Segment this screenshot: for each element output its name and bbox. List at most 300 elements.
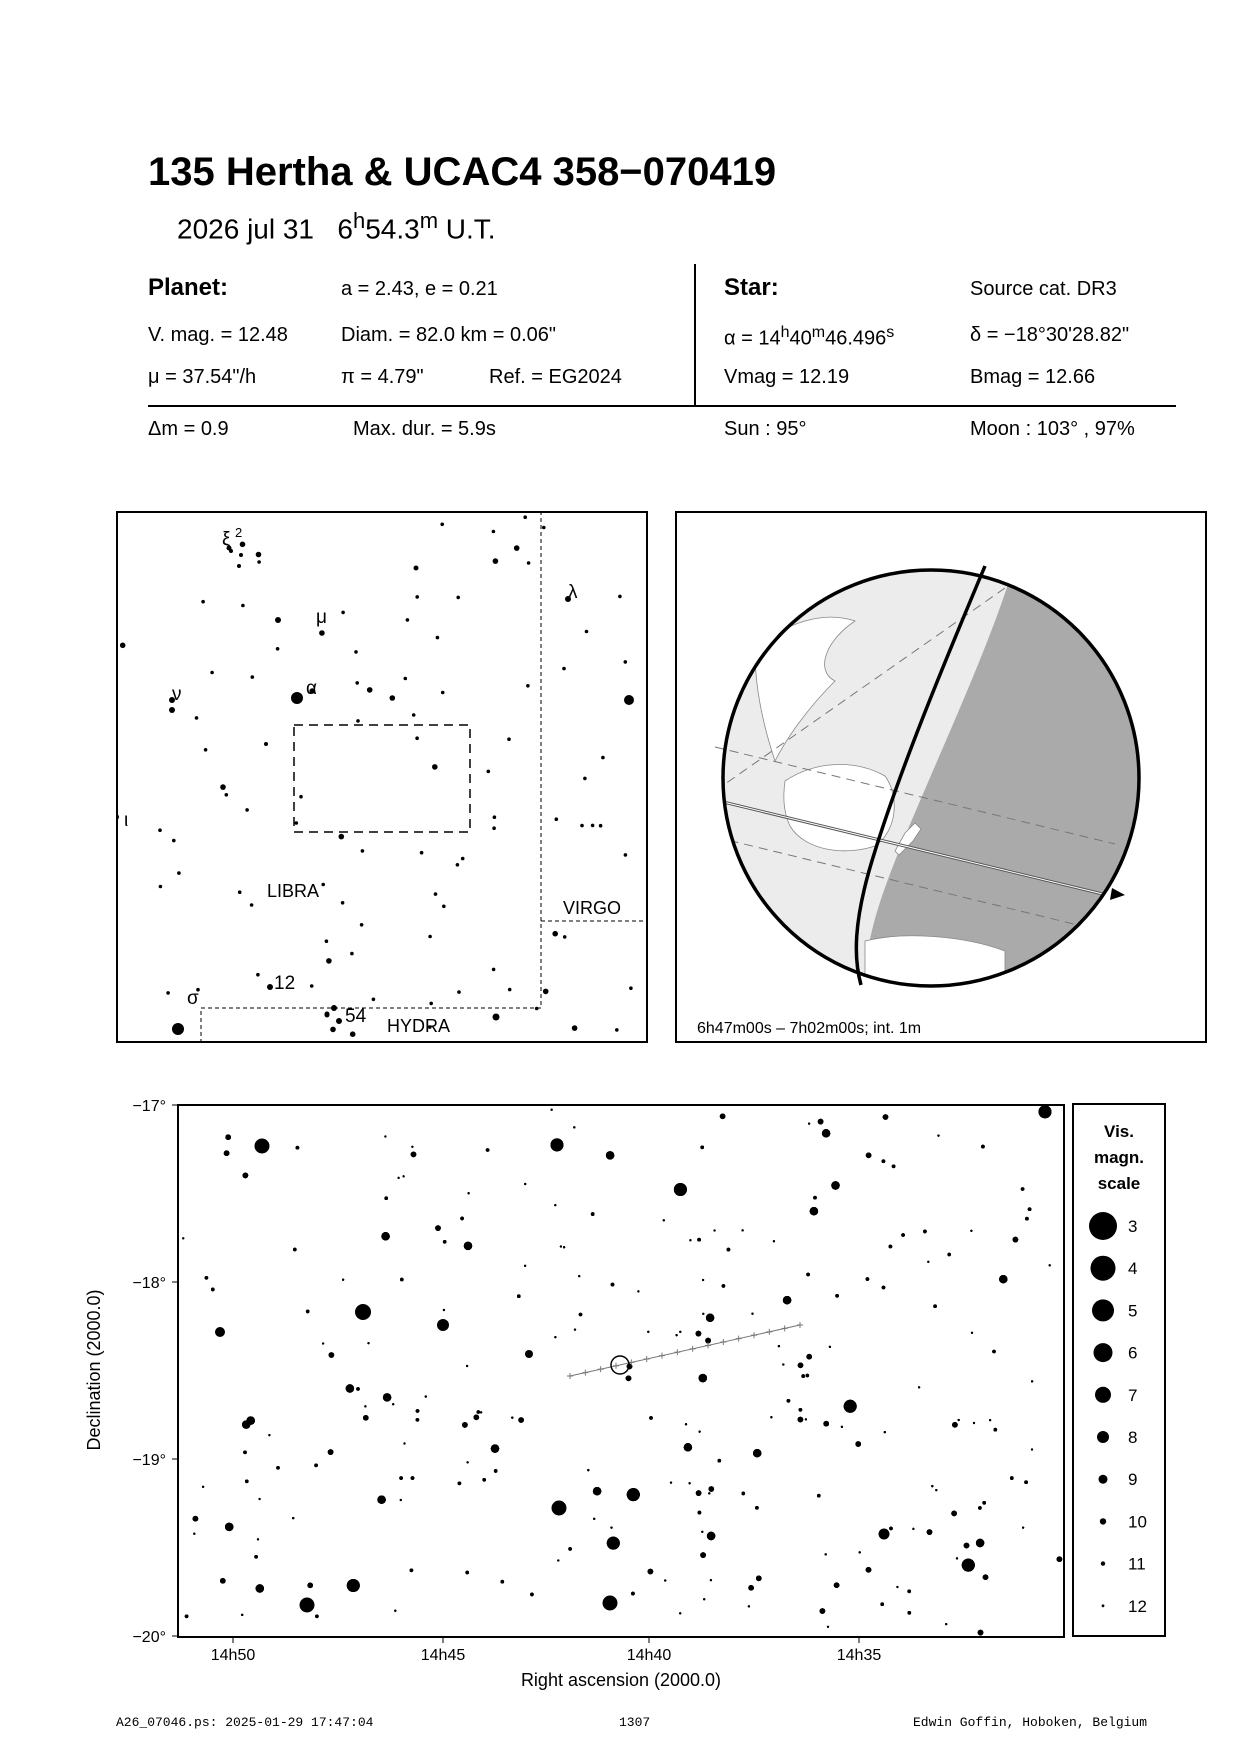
field-star <box>254 1555 258 1559</box>
finder-star <box>225 793 229 797</box>
finder-star <box>238 890 242 894</box>
field-star <box>935 1489 937 1491</box>
finder-star <box>251 675 255 679</box>
finder-star <box>256 973 260 977</box>
field-star <box>443 1309 445 1311</box>
finder-star <box>195 716 199 720</box>
field-star <box>849 1405 851 1407</box>
field-star <box>918 1386 920 1388</box>
field-star <box>411 1146 413 1148</box>
field-star <box>706 1314 714 1322</box>
row-divider <box>148 405 1176 407</box>
globe-panel <box>675 511 1207 1043</box>
field-star <box>647 1331 649 1333</box>
field-star <box>880 1602 884 1606</box>
field-star <box>978 1506 982 1510</box>
field-star <box>377 1496 385 1504</box>
field-star <box>701 1531 703 1533</box>
field-star <box>1013 1237 1019 1243</box>
field-star <box>398 1177 400 1179</box>
scale-dot-mag-7 <box>1095 1387 1111 1403</box>
finder-star <box>562 667 566 671</box>
finder-star <box>257 560 261 564</box>
x-axis-label: Right ascension (2000.0) <box>520 1670 722 1690</box>
star-label-mu: μ <box>316 607 327 628</box>
scale-label-mag-6: 6 <box>1128 1343 1138 1363</box>
field-star <box>182 1237 184 1239</box>
field-star <box>783 1296 791 1304</box>
finder-star <box>508 988 512 992</box>
field-star <box>976 1539 984 1547</box>
field-star <box>458 1482 462 1486</box>
finder-star <box>310 984 314 988</box>
scale-label-mag-7: 7 <box>1128 1385 1138 1405</box>
field-star <box>773 1240 775 1242</box>
field-star <box>474 1415 480 1421</box>
finder-star <box>456 863 460 867</box>
field-star <box>970 1230 972 1232</box>
field-star <box>649 1416 653 1420</box>
field-star <box>477 1410 481 1414</box>
scale-dot-mag-9 <box>1099 1475 1108 1484</box>
finder-star <box>241 604 245 608</box>
finder-star <box>543 989 549 995</box>
footer-file: A26_07046.ps: 2025-01-29 17:47:04 <box>116 1715 374 1730</box>
bright-star <box>437 1319 449 1331</box>
field-star <box>923 1230 927 1234</box>
star-source-catalog: Source cat. DR3 <box>970 278 1117 300</box>
field-star <box>699 1431 701 1433</box>
field-star <box>696 1331 702 1337</box>
field-star <box>293 1248 297 1252</box>
field-star <box>889 1527 893 1531</box>
field-star <box>958 1419 960 1421</box>
field-star <box>908 1611 912 1615</box>
field-star <box>494 1469 498 1473</box>
field-star <box>1031 1448 1033 1450</box>
field-star <box>648 1569 654 1575</box>
field-star <box>753 1449 761 1457</box>
field-star <box>755 1506 759 1510</box>
field-star <box>882 1286 886 1290</box>
field-star <box>679 1331 681 1333</box>
finder-star <box>239 553 243 557</box>
field-star <box>257 1538 259 1540</box>
field-star <box>670 1482 672 1484</box>
field-star <box>1024 1480 1028 1484</box>
field-star <box>707 1532 715 1540</box>
field-star <box>342 1279 344 1281</box>
field-star <box>356 1387 360 1391</box>
finder-star <box>618 595 622 599</box>
finder-star <box>330 1027 336 1033</box>
field-star <box>384 1135 386 1137</box>
y-axis-label: Declination (2000.0) <box>84 1289 104 1451</box>
field-star <box>685 1423 687 1425</box>
planet-vmag: V. mag. = 12.48 <box>148 324 288 346</box>
field-star <box>411 1476 415 1480</box>
field-star <box>554 1336 556 1338</box>
planet-diameter: Diam. = 82.0 km = 0.06" <box>341 324 556 346</box>
planet-orbit: a = 2.43, e = 0.21 <box>341 278 498 300</box>
field-star <box>937 1135 939 1137</box>
scale-title-line-1: Vis. <box>1104 1122 1134 1141</box>
event-minute: 54.3 <box>365 213 420 245</box>
star-label-xi: ξ <box>222 529 231 550</box>
field-star <box>829 1346 831 1348</box>
field-star <box>185 1615 189 1619</box>
field-star <box>574 1329 576 1331</box>
finder-star <box>169 707 175 713</box>
finder-star <box>361 849 365 853</box>
field-star <box>225 1134 231 1140</box>
scale-label-mag-9: 9 <box>1128 1470 1138 1490</box>
field-star <box>978 1630 984 1636</box>
scale-label-mag-8: 8 <box>1128 1428 1138 1447</box>
field-star <box>700 1552 706 1558</box>
planet-heading: Planet: <box>148 274 229 301</box>
y-tick-17: −17° <box>132 1100 166 1115</box>
field-star <box>1057 1556 1063 1562</box>
field-star <box>927 1529 933 1535</box>
field-star <box>501 1580 505 1584</box>
field-star <box>346 1384 354 1392</box>
field-star <box>822 1129 830 1137</box>
field-star <box>394 1610 396 1612</box>
field-star <box>855 1441 861 1447</box>
constellation-virgo: VIRGO <box>563 898 622 918</box>
finder-star <box>355 681 359 685</box>
field-star <box>799 1408 803 1412</box>
field-star <box>381 1232 389 1240</box>
field-star <box>518 1417 524 1423</box>
magnitude-drop: Δm = 0.9 <box>148 418 229 440</box>
finder-star <box>601 756 605 760</box>
field-star <box>315 1615 319 1619</box>
field-star <box>276 1466 280 1470</box>
finder-star <box>406 618 410 622</box>
bright-star <box>300 1598 315 1613</box>
field-star <box>593 1487 601 1495</box>
field-star <box>912 1528 914 1530</box>
field-star <box>637 1290 639 1292</box>
field-star <box>696 1490 702 1496</box>
field-star <box>720 1114 726 1120</box>
field-star <box>524 1265 526 1267</box>
field-star <box>328 1449 334 1455</box>
max-duration: Max. dur. = 5.9s <box>353 418 496 440</box>
finder-star <box>325 939 329 943</box>
field-star <box>435 1225 441 1231</box>
finder-star <box>555 817 559 821</box>
finder-star <box>177 871 181 875</box>
finder-star <box>237 564 241 568</box>
x-tick-14h50: 14h50 <box>210 1647 256 1664</box>
finder-star <box>325 1013 330 1018</box>
field-star <box>992 1350 996 1354</box>
finder-star <box>436 636 440 640</box>
field-star <box>748 1585 754 1591</box>
field-star <box>392 1403 394 1405</box>
field-star <box>243 1173 249 1179</box>
field-star <box>742 1229 744 1231</box>
star-vmag: Vmag = 12.19 <box>724 366 850 388</box>
constellation-hydra: HYDRA <box>387 1016 451 1036</box>
field-star <box>241 1614 243 1616</box>
star-label-nu: ν <box>172 684 182 705</box>
finder-star <box>583 777 587 781</box>
field-star <box>383 1393 391 1401</box>
field-star <box>748 1605 750 1607</box>
finder-star <box>256 552 262 558</box>
field-star <box>835 1294 839 1298</box>
field-star <box>676 1334 678 1336</box>
field-star <box>674 1183 687 1196</box>
finder-star <box>624 695 634 705</box>
field-star <box>866 1277 870 1281</box>
field-star <box>467 1461 469 1463</box>
finder-star <box>461 857 465 861</box>
finder-star <box>429 1002 433 1006</box>
star-label-sigma: σ <box>187 988 199 1009</box>
finder-star <box>440 523 444 527</box>
footer-page-number: 1307 <box>619 1715 651 1730</box>
field-star <box>1021 1187 1025 1191</box>
field-star <box>933 1304 937 1308</box>
star-right-ascension: $\alpha = 14^h40^m46.496^s$ <box>724 324 895 350</box>
hour-unit: h <box>352 208 366 233</box>
finder-star <box>415 736 419 740</box>
field-star <box>889 1245 893 1249</box>
field-star <box>205 1276 209 1280</box>
scale-label-mag-3: 3 <box>1128 1217 1138 1236</box>
field-star <box>808 1123 810 1125</box>
field-star <box>664 1579 666 1581</box>
magnitude-scale <box>1072 1103 1166 1637</box>
field-star <box>663 1219 665 1221</box>
finder-star <box>201 600 205 604</box>
field-star <box>314 1464 318 1468</box>
field-star <box>710 1579 712 1581</box>
field-star <box>1039 1105 1052 1118</box>
field-star <box>462 1422 468 1428</box>
field-star <box>256 1584 264 1592</box>
field-star <box>591 1212 595 1216</box>
field-star <box>751 1313 753 1315</box>
field-star <box>689 1482 691 1484</box>
field-star <box>466 1365 468 1367</box>
finder-star <box>572 1025 578 1031</box>
finder-star <box>434 892 438 896</box>
finder-star <box>275 617 281 623</box>
field-star <box>224 1150 230 1156</box>
finder-star <box>526 684 530 688</box>
bright-star <box>355 1304 371 1320</box>
field-star <box>403 1442 405 1444</box>
field-star <box>416 1418 420 1422</box>
event-datetime <box>177 208 496 245</box>
finder-star <box>166 991 170 995</box>
field-star <box>834 1582 840 1588</box>
y-tick-19: −19° <box>132 1452 166 1469</box>
field-star <box>801 1374 805 1378</box>
field-star <box>778 1345 780 1347</box>
field-star <box>841 1426 843 1428</box>
field-star <box>947 1253 951 1257</box>
field-star <box>818 1119 824 1125</box>
field-star <box>989 1419 991 1421</box>
finder-star <box>321 883 325 887</box>
field-star <box>367 1342 369 1344</box>
bright-star <box>552 1501 567 1516</box>
moon-info: Moon : 103° , 97% <box>970 418 1135 440</box>
scale-label-mag-5: 5 <box>1128 1301 1138 1321</box>
field-star <box>698 1511 702 1515</box>
finder-star <box>629 986 633 990</box>
field-star <box>827 1626 829 1628</box>
field-star <box>551 1109 553 1111</box>
finder-star <box>420 851 424 855</box>
finder-star <box>341 901 345 905</box>
planet-parallax: π = 4.79" <box>341 366 424 388</box>
finder-star <box>172 839 176 843</box>
scale-dot-mag-8 <box>1097 1431 1109 1443</box>
field-star <box>806 1273 810 1277</box>
finder-star <box>350 952 354 956</box>
field-star <box>410 1569 414 1573</box>
bright-star <box>879 1529 890 1540</box>
field-star <box>579 1313 583 1317</box>
field-star <box>882 1159 886 1163</box>
finder-star <box>245 808 249 812</box>
field-star <box>699 1374 707 1382</box>
field-star <box>823 1421 829 1427</box>
field-star <box>425 1395 427 1397</box>
finder-star <box>523 515 527 519</box>
field-star <box>703 1598 705 1600</box>
finder-star <box>356 719 360 723</box>
field-star <box>999 1275 1007 1283</box>
star-label-lambda: λ <box>568 582 578 603</box>
field-star <box>631 1592 635 1596</box>
field-star <box>322 1342 324 1344</box>
field-star <box>971 1332 973 1334</box>
field-star <box>607 1537 620 1550</box>
finder-star <box>210 671 214 675</box>
field-star <box>901 1233 905 1237</box>
finder-star <box>552 931 558 937</box>
field-star <box>482 1478 486 1482</box>
finder-star <box>367 687 373 693</box>
star-bmag: Bmag = 12.66 <box>970 366 1096 388</box>
field-star <box>927 1261 929 1263</box>
scale-dot-mag-11 <box>1101 1561 1105 1565</box>
bright-star <box>525 1350 533 1358</box>
field-star <box>524 1183 526 1185</box>
field-star <box>981 1145 985 1149</box>
field-star <box>756 1576 762 1582</box>
field-star <box>1049 1264 1051 1266</box>
scale-label-mag-10: 10 <box>1128 1512 1147 1532</box>
finder-star <box>372 998 376 1002</box>
scale-dot-mag-6 <box>1094 1343 1113 1362</box>
finder-star <box>240 542 246 548</box>
field-star <box>530 1593 534 1597</box>
finder-star <box>326 958 332 964</box>
x-tick-14h45: 14h45 <box>420 1647 466 1664</box>
star-label-iota: ι <box>124 810 129 831</box>
field-star <box>831 1181 839 1189</box>
planet-motion: μ = 37.54"/h <box>148 366 257 388</box>
field-star <box>626 1376 632 1382</box>
bright-star <box>215 1327 225 1337</box>
field-star <box>962 1559 975 1572</box>
scale-dot-mag-5 <box>1092 1299 1114 1321</box>
field-star <box>211 1288 215 1292</box>
finder-star <box>432 764 438 770</box>
finder-star <box>291 692 303 704</box>
finder-star <box>585 630 589 634</box>
field-star <box>511 1417 513 1419</box>
field-star <box>610 1527 612 1529</box>
finder-star <box>339 834 345 840</box>
finder-star <box>507 737 511 741</box>
field-star <box>364 1405 366 1407</box>
field-star <box>825 1553 827 1555</box>
finder-star <box>264 742 268 746</box>
column-divider <box>694 264 696 406</box>
field-star <box>994 1428 998 1432</box>
x-tick-14h35: 14h35 <box>836 1647 882 1664</box>
event-timescale: U.T. <box>445 213 496 245</box>
finder-star <box>493 558 499 564</box>
field-star <box>806 1354 812 1360</box>
field-star <box>411 1152 417 1158</box>
field-star <box>268 1434 270 1436</box>
field-star <box>573 1126 575 1128</box>
field-star <box>945 1623 947 1625</box>
field-star <box>243 1451 247 1455</box>
field-star <box>259 1498 261 1500</box>
field-star <box>697 1238 701 1242</box>
finder-star <box>319 630 325 636</box>
field-star <box>702 1313 704 1315</box>
finder-star <box>354 650 358 654</box>
finder-star <box>341 611 345 615</box>
finder-star <box>442 905 446 909</box>
field-star <box>810 1207 818 1215</box>
scale-dot-mag-10 <box>1100 1518 1106 1524</box>
field-star <box>892 1165 896 1169</box>
field-star <box>225 1523 233 1531</box>
minute-unit: m <box>419 208 439 233</box>
finder-star <box>299 795 303 799</box>
event-hour: 6 <box>337 213 353 245</box>
field-star <box>292 1517 294 1519</box>
y-tick-20: −20° <box>132 1629 166 1646</box>
star-chart <box>80 1100 1180 1700</box>
finder-star <box>159 885 163 889</box>
field-star <box>679 1612 681 1614</box>
scale-label-mag-12: 12 <box>1128 1596 1147 1616</box>
constellation-libra: LIBRA <box>267 881 320 901</box>
field-star <box>708 1492 710 1494</box>
finder-star <box>492 968 496 972</box>
field-star <box>193 1533 195 1535</box>
finder-star <box>390 695 396 701</box>
field-star <box>722 1284 726 1288</box>
field-star <box>884 1431 886 1433</box>
